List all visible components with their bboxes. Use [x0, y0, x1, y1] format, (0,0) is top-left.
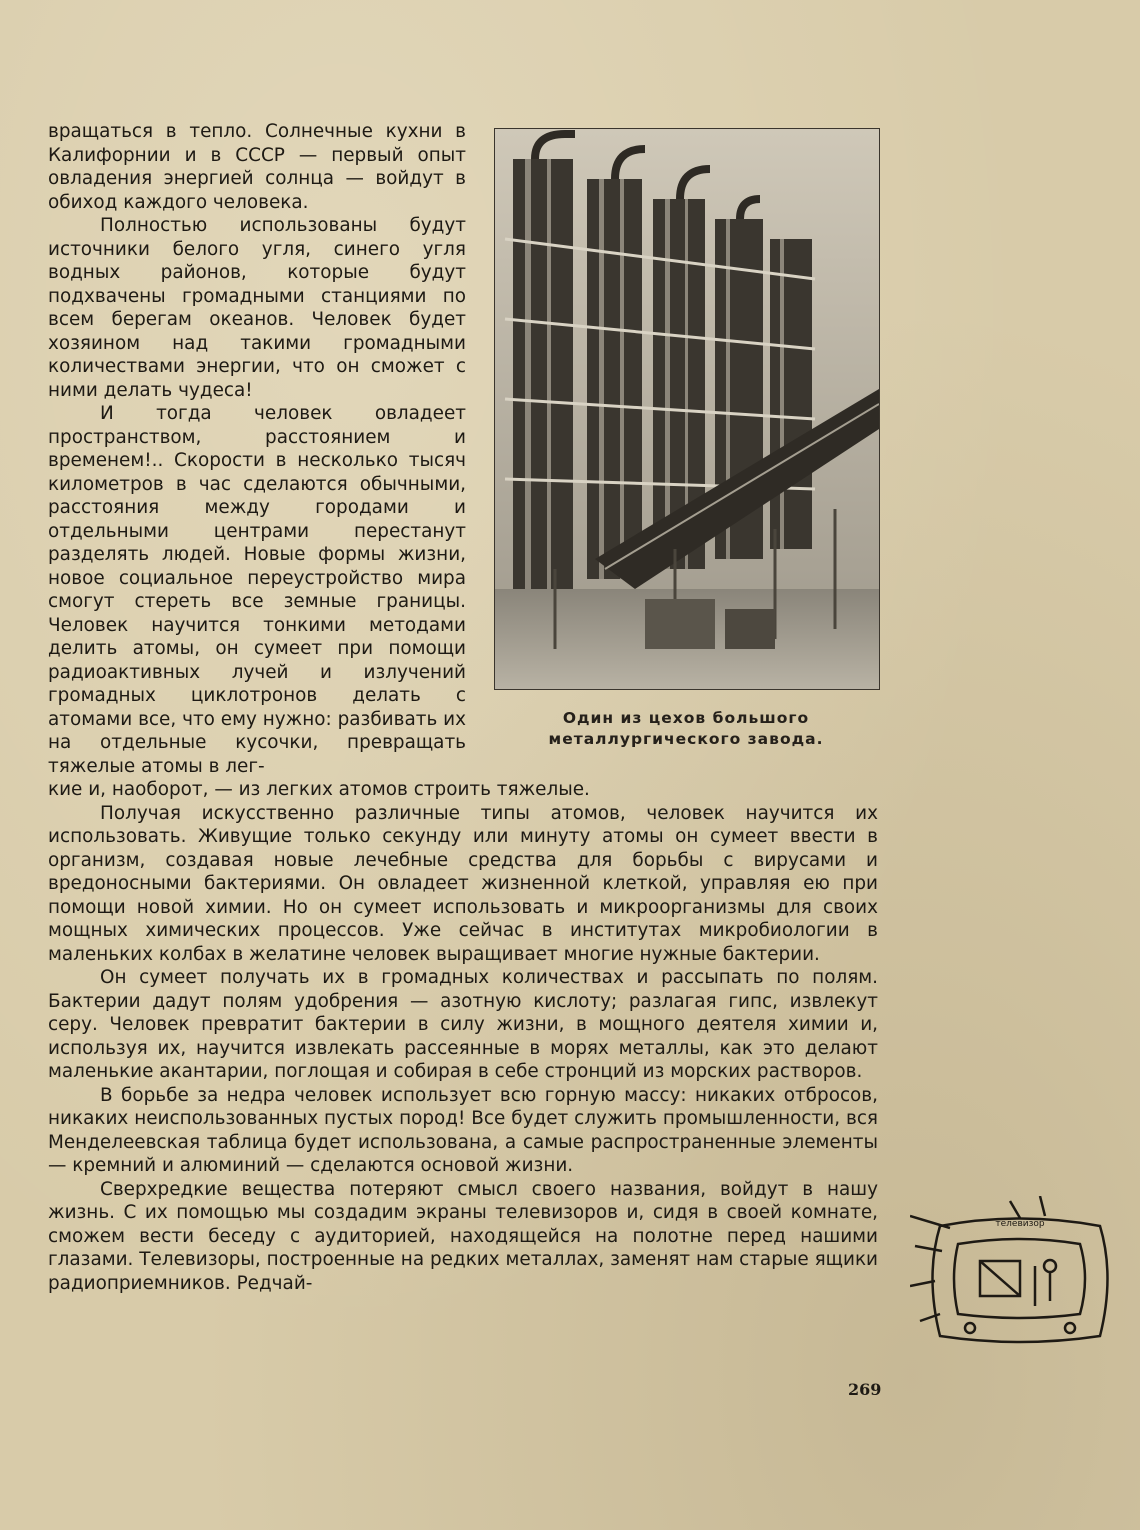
television-illustration [910, 1196, 1130, 1366]
paragraph: Полностью использованы будут источники белого угля, синего угля водных районов, которые будут подхвачены громадными станциями по всем берегам океанов. Человек будет хозяином над такими громадными количествами энергии, что он сможет с ними делать чудеса! [48, 215, 466, 401]
text-full-width [48, 778, 878, 1295]
paragraph: Он сумеет получать их в громадных количествах и рассыпать по полям. Бактерии дадут полям удобрения — азотную кислоту; разлагая гипс, извлекут серу. Человек превратит бактерии в силу жизни, в мощного деятеля химии и, используя их, научится извлекать рассеянные в морях металлы, как это делают маленькие акантарии, поглощая и собирая в себе стронций из морских растворов. [48, 967, 878, 1082]
tv-label: телевизор [995, 1219, 1045, 1229]
paragraph: Получая искусственно различные типы атомов, человек научится их использовать. Живущие только секунду или минуту атомы он сумеет ввести в организм, создавая новые лечебные средства для борьбы с вирусами и вредоносными бактериями. Он овладеет жизненной клеткой, управляя ею при помощи новой химии. Но он сумеет использовать и микроорганизмы для своих мощных химических процессов. Уже сейчас в институтах микробиологии в маленьких колбах в желатине человек выращивает многие нужные бактерии. [48, 802, 878, 965]
paragraph: И тогда человек овладеет пространством, расстоянием и временем!.. Скорости в несколько тысяч километров в час сделаются обычными, расстояния между городами и отдельными центрами перестанут разделять людей. Новые формы жизни, новое социальное переустройство мира смогут стереть все земные границы. Человек научится тонкими методами делить атомы, он сумеет при помощи радиоактивных лучей и излучений громадных циклотронов делать с атомами все, что ему нужно: разбивать их на отдельные кусочки, превращать тяжелые атомы в лег- [48, 403, 466, 777]
text-column-upper [48, 120, 466, 778]
factory-photo [494, 128, 880, 690]
paragraph: кие и, наоборот, — из легких атомов строить тяжелые. [48, 779, 590, 800]
paragraph: Сверхредкие вещества потеряют смысл своего названия, войдут в нашу жизнь. С их помощью мы создадим экраны телевизоров и, сидя в своей комнате, сможем вести беседу с аудиторией, находящейся на полотне перед нашими глазами. Телевизоры, построенные на редких металлах, заменят нам старые ящики радиоприемников. Редчай- [48, 1178, 878, 1294]
paragraph: В борьбе за недра человек использует всю горную массу: никаких отбросов, никаких неиспользованных пустых пород! Все будет служить промышленности, вся Менделеевская таблица будет использована, а самые распространенные элементы — кремний и алюминий — сделаются основой жизни. [48, 1084, 878, 1176]
television-icon [910, 1196, 1130, 1366]
factory-photo-illustration [495, 129, 879, 689]
photo-caption: Один из цехов большого металлургического завода. [548, 709, 824, 748]
paragraph: вращаться в тепло. Солнечные кухни в Калифорнии и в СССР — первый опыт овладения энергией солнца — войдут в обиход каждого человека. [48, 121, 466, 213]
page-number: 269 [848, 1380, 882, 1399]
